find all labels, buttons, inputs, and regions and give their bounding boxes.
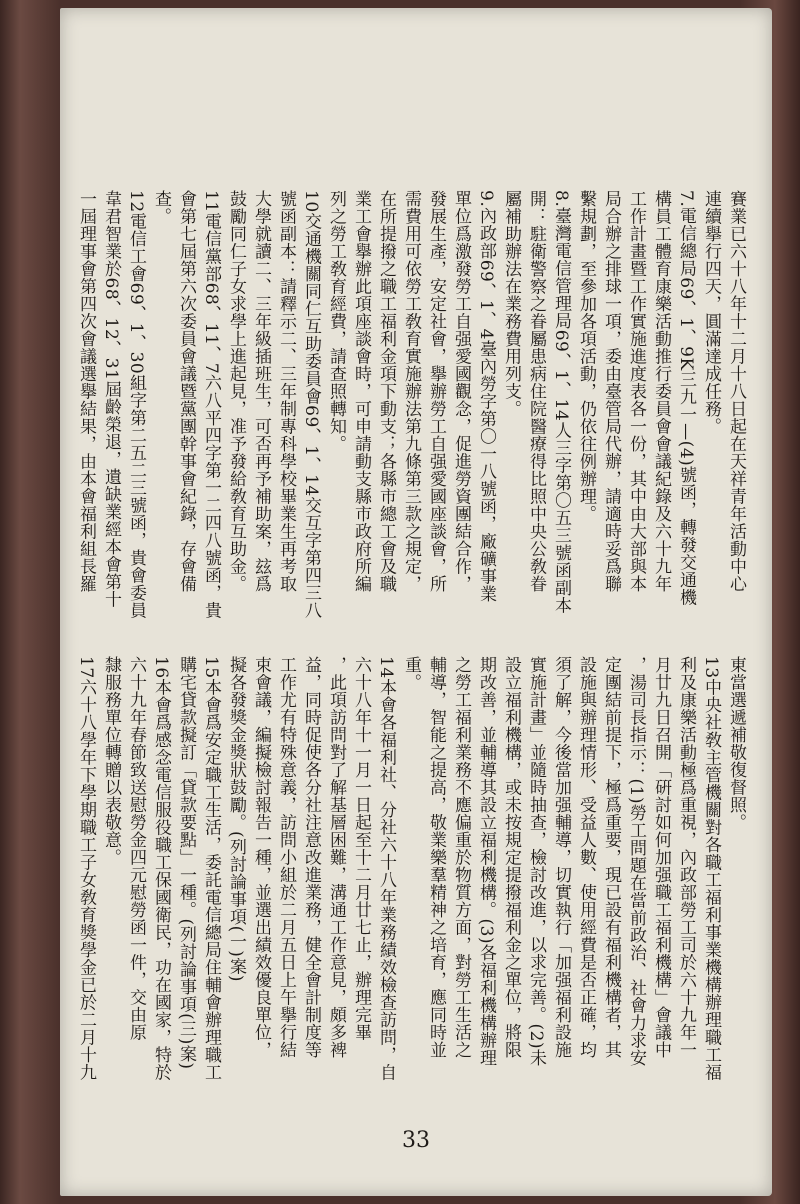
document-page [60, 8, 772, 1196]
text-line: 8.臺灣電信管理局69、1、14人三字第〇五三號函副本 [551, 190, 571, 614]
text-line: 17六十八學年下學期職工子女敎育獎學金已於二月十九 [76, 656, 96, 1082]
text-line: 設立福利機構，或未按規定提撥福利金之單位，將限 [501, 656, 521, 1059]
text-line: ，湯司長指示：(1)勞工問題在當前政治、社會力求安 [626, 656, 646, 1067]
text-line: 月廿九日召開「硏討如何加强職工福利機構」會議中 [651, 656, 671, 1059]
text-line: 16本會爲感念電信服役職工保國衛民，功在國家，特於 [151, 656, 171, 1082]
text-line: 賽業已六十八年十二月十八日起在天祥青年活動中心 [726, 190, 746, 593]
text-line: 連續擧行四天，圓滿達成任務。 [701, 190, 721, 435]
text-line: 10交通機關同仁互助委員會69、1、14交互字第四三八 [301, 190, 321, 620]
text-line: 輔導，智能之提高，敬業樂羣精神之培育，應同時並 [426, 656, 446, 1059]
text-line: 單位爲激發勞工自强愛國觀念，促進勞資團結合作， [451, 190, 471, 593]
page-number: 33 [402, 1128, 430, 1153]
text-line: 列之勞工敎育經費，請查照轉知。 [326, 190, 346, 453]
text-line: 鼓勵同仁子女求學上進起見，准予發給敎育互助金。 [226, 190, 246, 593]
text-line: 13中央社敎主管機關對各職工福利事業機構辦理職工福 [701, 656, 721, 1082]
text-line: 實施計畫」並隨時抽查，檢討改進，以求完善。(2)未 [526, 656, 546, 1067]
text-line: 12電信工會69、1、30組字第二五二三號函，貴會委員 [126, 190, 146, 620]
text-line: 會第七屆第六次委員會議暨黨團幹事會紀錄，存會備 [176, 190, 196, 593]
text-line: 工作計畫暨工作實施進度表各一份，其中由大部與本 [626, 190, 646, 593]
text-line: 11電信黨部68、11、7六八平四字第一二四八號函，貴 [201, 190, 221, 620]
text-line: 期改善，並輔導其設立福利機構。(3)各福利機構辦理 [476, 656, 496, 1067]
text-line: 東當選遞補敬復督照。 [726, 656, 746, 831]
text-line: 須了解，今後當加强輔導，切實執行「加强福利設施 [551, 656, 571, 1059]
text-line: 構員工體育康樂活動推行委員會會議紀錄及六十九年 [651, 190, 671, 593]
text-line: 束會議，編擬檢討報告一種，並選出績效優良單位， [251, 656, 271, 1059]
text-line: 9.內政部69、1、4臺內勞字第〇一八號函，廠礦事業 [476, 190, 496, 603]
text-line: 之勞工福利業務不應偏重於物質方面，對勞工生活之 [451, 656, 471, 1059]
text-line: 局合辦之排球一項，委由臺管局代辦，請適時妥爲聯 [601, 190, 621, 593]
text-line: 六十八年十一月一日起至十二月廿七止，辦理完畢 [351, 656, 371, 1041]
text-line: 大學就讀二、三年級插班生，可否再予補助案，玆爲 [251, 190, 271, 593]
text-line: ，此項訪問對了解基層困難，溝通工作意見，頗多裨 [326, 656, 346, 1059]
text-line: 發展生產，安定社會，擧辦勞工自强愛國座談會，所 [426, 190, 446, 593]
text-line: 設施與辦理情形、受益人數、使用經費是否正確，均 [576, 656, 596, 1059]
text-line: 需費用可依勞工敎育實施辦法第九條第三款之規定， [401, 190, 421, 593]
text-line: 利及康樂活動極爲重視，內政部勞工司於六十九年一 [676, 656, 696, 1059]
text-line: 購宅貸款擬訂「貸款要點」一種。(列討論事項(三)案) [176, 656, 196, 1070]
text-line: 擬各發獎金獎狀鼓勵。(列討論事項(一)案) [226, 656, 246, 983]
text-line: 14本會各福利社、分社六十八年業務績效檢查訪問，自 [376, 656, 396, 1082]
text-line: 益，同時促使各分社注意改進業務，健全會計制度等 [301, 656, 321, 1059]
text-line: 一屆理事會第四次會議選擧結果，由本會福利組長羅 [76, 190, 96, 593]
text-line: 查。 [151, 190, 171, 225]
text-line: 工作尤有特殊意義，訪問小組於二月五日上午擧行結 [276, 656, 296, 1059]
text-line: 在所提撥之職工福利金項下動支；各縣市總工會及職 [376, 190, 396, 593]
text-line: 六十九年春節致送慰勞金四元慰勞函一件，交由原 [126, 656, 146, 1041]
text-line: 15本會爲安定職工生活，委託電信總局住輔會辦理職工 [201, 656, 221, 1082]
text-line: 開：駐衛警察之眷屬患病住院醫療得比照中央公敎眷 [526, 190, 546, 593]
bottom-text-column [73, 656, 748, 1086]
text-line: 重。 [401, 656, 421, 691]
text-line: 7.電信總局69、1、9K三九一—(4)號函，轉發交通機 [676, 190, 696, 607]
text-line: 號函副本：請釋示二、三年制專科學校畢業生再考取 [276, 190, 296, 593]
text-line: 繫規劃，至參加各項活動，仍依往例辦理。 [576, 190, 596, 523]
text-line: 韋君智業於68、12、31屆齡榮退，遺缺業經本會第十 [101, 190, 121, 608]
text-line: 屬補助辦法在業務費用列支。 [501, 190, 521, 418]
text-line: 定團結前提下，極爲重要，現已設有福利機構者，其 [601, 656, 621, 1059]
text-line: 業工會擧辦此項座談會時，可申請動支縣市政府所編 [351, 190, 371, 593]
text-line: 隸服務單位轉贈以表敬意。 [101, 656, 121, 866]
